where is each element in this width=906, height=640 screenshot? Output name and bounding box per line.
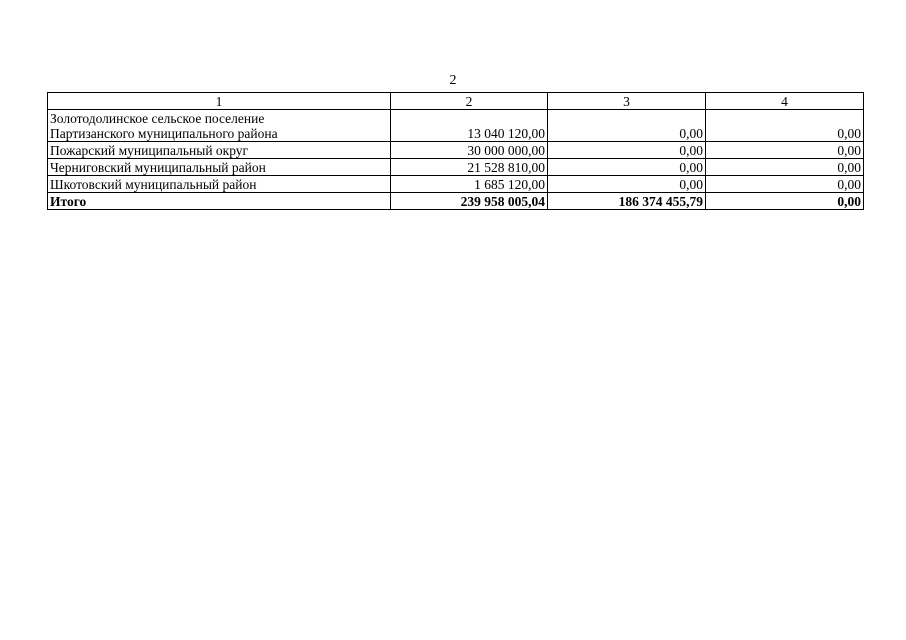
table-header-row [48,93,864,110]
row-value-col2: 1 685 120,00 [391,176,548,193]
row-value-col3: 0,00 [548,159,706,176]
row-value-col4: 0,00 [706,176,864,193]
table-row [48,142,864,159]
table-row [48,176,864,193]
row-name-cell: Шкотовский муниципальный район [48,176,391,193]
row-name-line: Золотодолинское сельское поселение [50,111,265,126]
total-value-col3: 186 374 455,79 [548,193,706,210]
row-name-line: Партизанского муниципального района [50,126,278,141]
table-row [48,110,864,142]
row-value-col2: 21 528 810,00 [391,159,548,176]
total-label: Итого [48,193,391,210]
row-value-col4: 0,00 [706,159,864,176]
page-number: 2 [449,73,457,88]
column-header-2: 2 [391,93,548,110]
table-row [48,159,864,176]
column-header-4: 4 [706,93,864,110]
row-name-cell: Черниговский муниципальный район [48,159,391,176]
row-value-col2: 30 000 000,00 [391,142,548,159]
column-header-1: 1 [48,93,391,110]
row-name-cell: Пожарский муниципальный округ [48,142,391,159]
total-value-col4: 0,00 [706,193,864,210]
row-value-col3: 0,00 [548,142,706,159]
row-value-col3: 0,00 [548,176,706,193]
row-value-col3: 0,00 [548,110,706,142]
total-value-col2: 239 958 005,04 [391,193,548,210]
row-name-cell [48,110,391,142]
total-row [48,193,864,210]
row-value-col4: 0,00 [706,110,864,142]
row-value-col4: 0,00 [706,142,864,159]
row-value-col2: 13 040 120,00 [391,110,548,142]
data-table [47,92,864,210]
column-header-3: 3 [548,93,706,110]
